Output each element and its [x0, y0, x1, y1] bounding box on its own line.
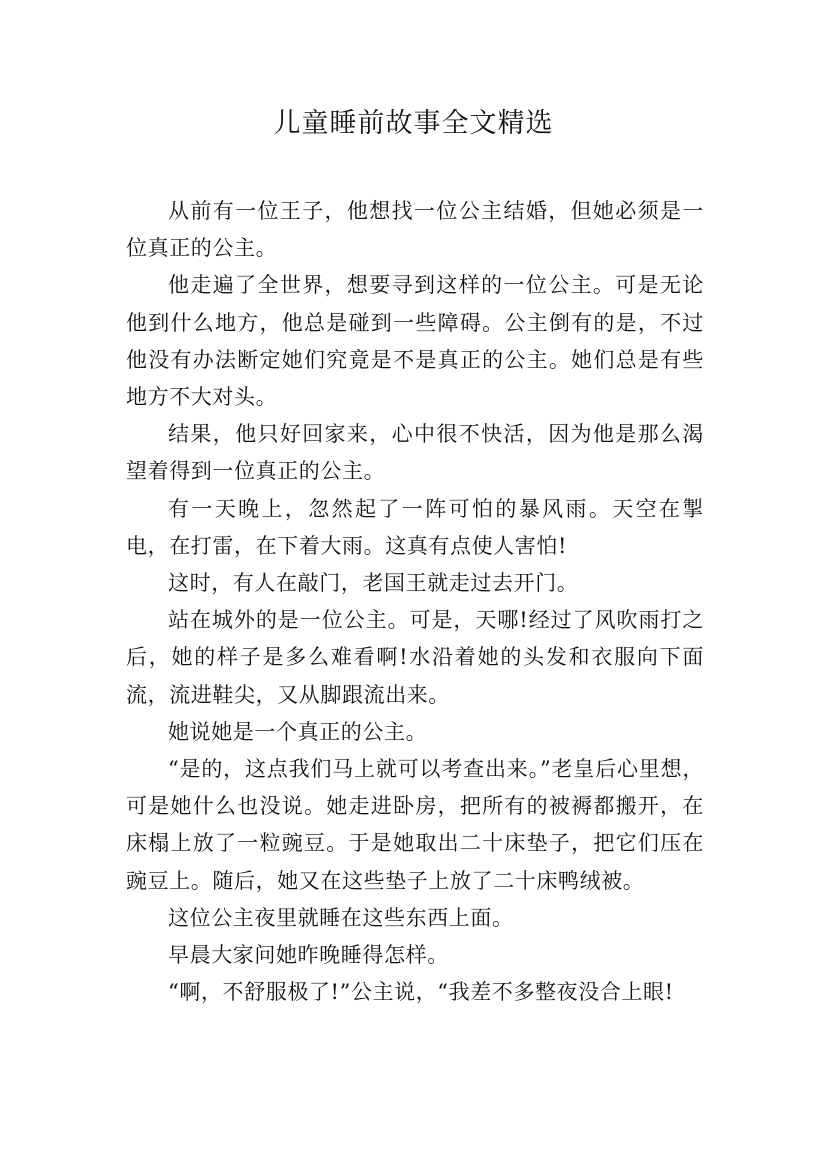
paragraph: 从前有一位王子，他想找一位公主结婚，但她必须是一位真正的公主。 — [126, 199, 704, 261]
paragraph: 这时，有人在敲门，老国王就走过去开门。 — [168, 571, 579, 596]
paragraph: “是的，这点我们马上就可以考查出来。”老皇后心里想，可是她什么也没说。她走进卧房，把所有的被褥都搬开，在床榻上放了一粒豌豆。于是她取出二十床垫子，把它们压在豌豆上。随后，她又在这些垫子上放了二十床鸭绒被。 — [126, 757, 704, 893]
document-body — [126, 193, 704, 1011]
paragraph: 她说她是一个真正的公主。 — [168, 719, 428, 744]
paragraph: 早晨大家问她昨晚睡得怎样。 — [168, 943, 449, 968]
paragraph: 这位公主夜里就睡在这些东西上面。 — [168, 905, 514, 930]
paragraph: 结果，他只好回家来，心中很不快活，因为他是那么渴望着得到一位真正的公主。 — [126, 422, 704, 484]
document-title: 儿童睡前故事全文精选 — [273, 108, 554, 139]
paragraph: 有一天晚上，忽然起了一阵可怕的暴风雨。天空在掣电，在打雷，在下着大雨。这真有点使人害怕! — [126, 496, 704, 558]
paragraph: 站在城外的是一位公主。可是，天哪!经过了风吹雨打之后，她的样子是多么难看啊!水沿着她的头发和衣服向下面流，流进鞋尖，又从脚跟流出来。 — [126, 608, 704, 707]
paragraph: 他走遍了全世界，想要寻到这样的一位公主。可是无论他到什么地方，他总是碰到一些障碍。公主倒有的是，不过他没有办法断定她们究竟是不是真正的公主。她们总是有些地方不大对头。 — [126, 273, 704, 410]
paragraph: “啊，不舒服极了!”公主说，“我差不多整夜没合上眼! — [168, 980, 674, 1005]
